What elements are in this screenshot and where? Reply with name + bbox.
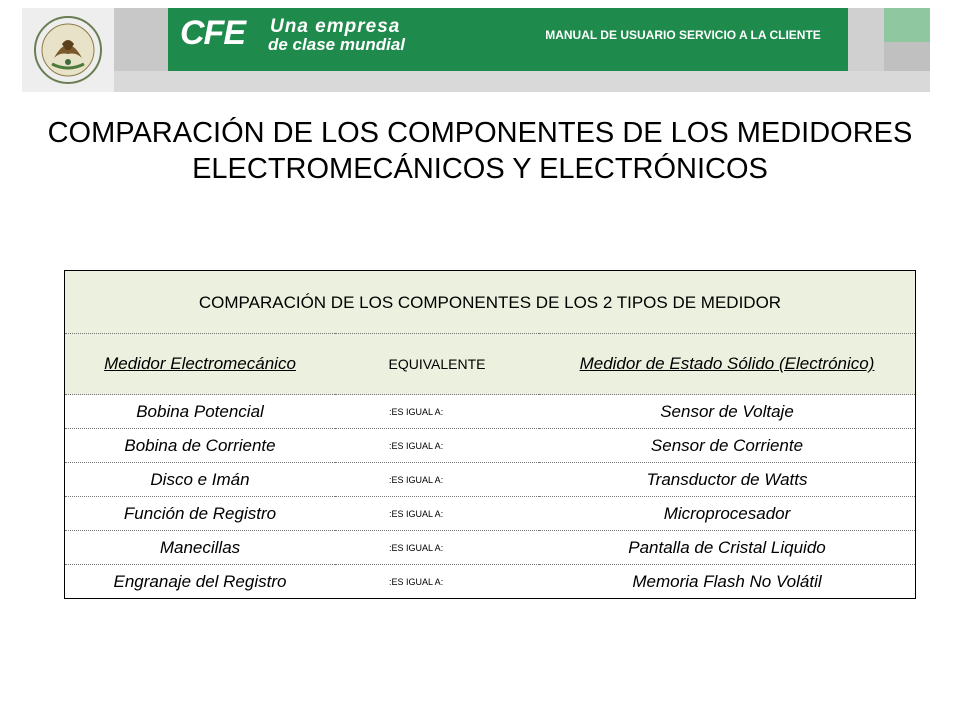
equivalence-cell: :ES IGUAL A: bbox=[389, 576, 444, 587]
table-row bbox=[65, 395, 916, 429]
eagle-seal-icon bbox=[32, 14, 104, 86]
equivalence-cell: :ES IGUAL A: bbox=[335, 531, 539, 565]
page-title: COMPARACIÓN DE LOS COMPONENTES DE LOS MEDIDORES ELECTROMECÁNICOS Y ELECTRÓNICOS bbox=[47, 117, 913, 185]
electromechanical-cell: Bobina Potencial bbox=[65, 395, 336, 429]
cfe-logo: CFE bbox=[180, 14, 245, 52]
solid-state-cell: Microprocesador bbox=[539, 497, 916, 531]
table-row bbox=[65, 531, 916, 565]
table-caption: COMPARACIÓN DE LOS COMPONENTES DE LOS 2 TIPOS DE MEDIDOR bbox=[65, 271, 916, 334]
equivalence-cell: :ES IGUAL A: bbox=[335, 395, 539, 429]
table-row bbox=[65, 565, 916, 599]
column-header-solid-state: Medidor de Estado Sólido (Electrónico) bbox=[539, 334, 916, 395]
table-row bbox=[65, 497, 916, 531]
solid-state-cell: Pantalla de Cristal Liquido bbox=[539, 531, 916, 565]
header-right-accent bbox=[884, 8, 930, 42]
equivalence-cell: :ES IGUAL A: bbox=[335, 497, 539, 531]
electromechanical-cell: Manecillas bbox=[65, 531, 336, 565]
electromechanical-cell: Función de Registro bbox=[65, 497, 336, 531]
equivalence-cell: :ES IGUAL A: bbox=[335, 463, 539, 497]
electromechanical-cell: Engranaje del Registro bbox=[113, 571, 287, 591]
header-right-gray bbox=[884, 42, 930, 71]
table-row bbox=[65, 429, 916, 463]
electromechanical-cell: Disco e Imán bbox=[65, 463, 336, 497]
header-gray-block bbox=[114, 8, 168, 71]
column-header-equivalent: EQUIVALENTE bbox=[335, 334, 539, 395]
equivalence-cell: :ES IGUAL A: bbox=[335, 429, 539, 463]
comparison-table bbox=[64, 270, 916, 599]
national-seal bbox=[22, 8, 114, 92]
solid-state-cell: Sensor de Voltaje bbox=[539, 395, 916, 429]
solid-state-cell: Transductor de Watts bbox=[539, 463, 916, 497]
column-header-electromechanical: Medidor Electromecánico bbox=[65, 334, 336, 395]
electromechanical-cell: Bobina de Corriente bbox=[65, 429, 336, 463]
logo-tagline-line1: Una empresa bbox=[270, 16, 401, 37]
logo-tagline-line2: de clase mundial bbox=[268, 35, 405, 54]
table-row bbox=[65, 463, 916, 497]
solid-state-cell: Memoria Flash No Volátil bbox=[632, 571, 822, 591]
manual-label: MANUAL DE USUARIO SERVICIO A LA CLIENTE bbox=[545, 28, 821, 42]
solid-state-cell: Sensor de Corriente bbox=[539, 429, 916, 463]
